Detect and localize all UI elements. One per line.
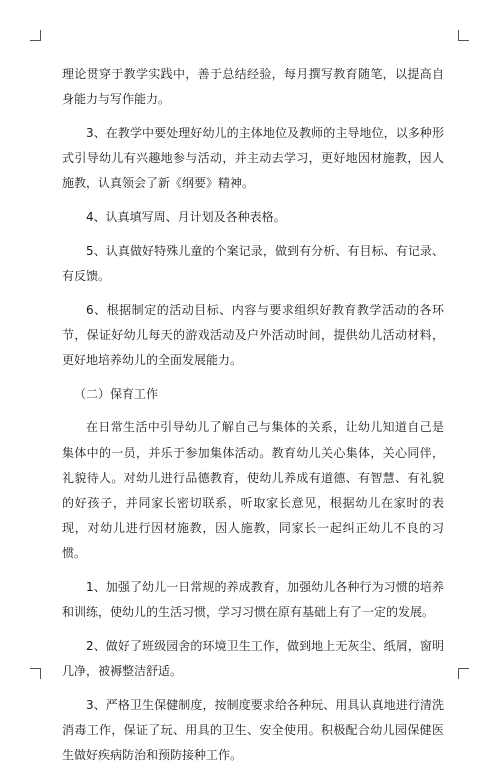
paragraph-care-item-2: 2、做好了班级园舍的环境卫生工作，做到地上无灰尘、纸屑，窗明几净，被褥整洁舒适。	[62, 639, 444, 679]
paragraph-item-3: 3、在教学中要处理好幼儿的主体地位及教师的主导地位，以多种形式引导幼儿有兴趣地参与活动，并主动去学习，更好地因材施教，因人施教，认真领会了新《纲要》精神。	[62, 125, 444, 191]
crop-mark-top-left	[30, 30, 41, 41]
body-text	[62, 62, 444, 777]
paragraph-continuation: 理论贯穿于教学实践中，善于总结经验，每月撰写教育随笔，以提高自身能力与写作能力。	[62, 67, 444, 107]
paragraph-item-4: 4、认真填写周、月计划及各种表格。	[86, 210, 286, 225]
paragraph-care-item-3: 3、严格卫生保健制度，按制度要求给各种玩、用具认真地进行清洗消毒工作，保证了玩、用具的卫生、安全使用。积极配合幼儿园保健医生做好疾病防治和预防接种工作。	[62, 697, 444, 763]
paragraph-item-5: 5、认真做好特殊儿童的个案记录，做到有分析、有目标、有记录、有反馈。	[62, 243, 444, 283]
crop-mark-bottom-right	[458, 668, 469, 679]
section-heading-care-work: （二）保育工作	[74, 386, 159, 401]
paragraph-care-intro: 在日常生活中引导幼儿了解自己与集体的关系，让幼儿知道自己是集体中的一员，并乐于参加集体活动。教育幼儿关心集体，关心同伴，礼貌待人。对幼儿进行品德教育，使幼儿养成有道德、有智慧、有礼貌的好孩子，并同家长密切联系，听取家长意见，根据幼儿在家时的表现，对幼儿进行因材施教，因人施教，同家长一起纠正幼儿不良的习惯。	[62, 420, 444, 561]
crop-mark-bottom-left	[30, 668, 41, 679]
paragraph-item-6: 6、根据制定的活动目标、内容与要求组织好教育教学活动的各环节，保证好幼儿每天的游戏活动及户外活动时间，提供幼儿活动材料，更好地培养幼儿的全面发展能力。	[62, 302, 444, 368]
paragraph-care-item-1: 1、加强了幼儿一日常规的养成教育，加强幼儿各种行为习惯的培养和训练，使幼儿的生活习惯，学习习惯在原有基础上有了一定的发展。	[62, 580, 444, 620]
crop-mark-top-right	[458, 30, 469, 41]
